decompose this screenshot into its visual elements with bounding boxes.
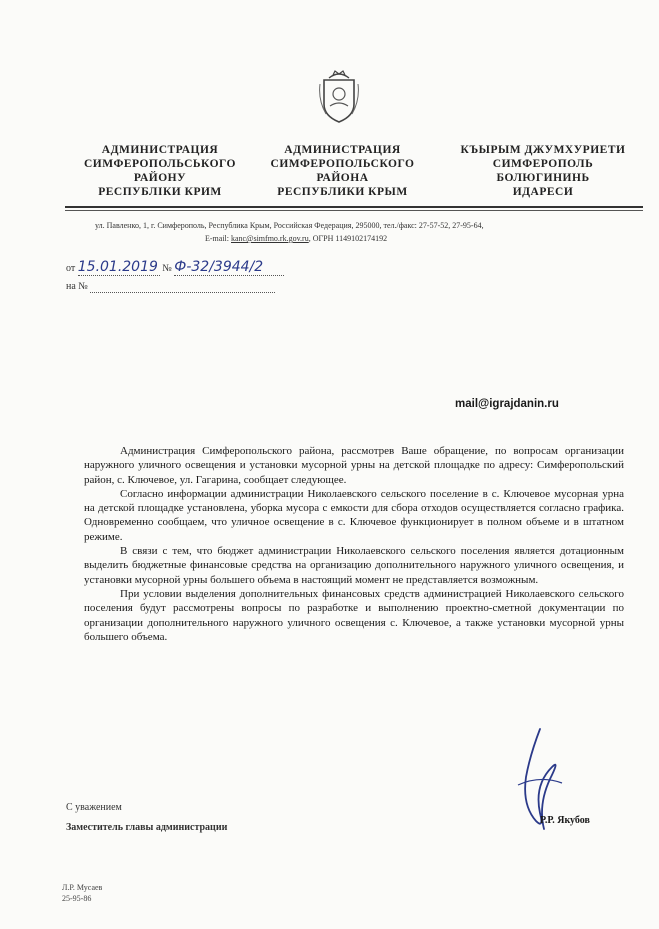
executor-info [62,882,102,904]
email-link[interactable]: kanc@simfmo.rk.gov.ru [231,234,309,243]
header-divider-thin [65,210,643,211]
signatory-name: Р.Р. Якубов [540,815,590,826]
contact-line: E-mail: kanc@simfmo.rk.gov.ru, ОГРН 1149102174192 [205,234,388,243]
paragraph: При условии выделения дополнительных финансовых средств администрацией Николаевского сельского поселения будут рассмотрены вопросы по разработке и выполнению проектно-сметной документации по организации дополнительного наружного уличного освещения с. Ключевое, а также установки мусорной урны большего объема. [84,587,624,643]
header-left-ukrainian: АДМИНИСТРАЦИЯ СИМФЕРОПОЛЬСЬКОГО РАЙОНУ РЕСПУБЛІКИ КРИМ [84,144,236,198]
paragraph: Согласно информации администрации Николаевского сельского поселение в с. Ключевое мусорная урна на детской площадке установлена, уборка мусора с емкости для сбора отходов осуществляется согласно графика. Одновременно сообщаем, что уличное освещение в с. Ключевое функционирует в полном объеме и в штатном режиме. [84,487,624,543]
header-right-crimean-tatar: КЪЫРЫМ ДЖУМХУРИЕТИ СИМФЕРОПОЛЬ БОЛЮГИНИНЬ ИДАРЕСИ [460,144,626,198]
header-divider [65,206,643,208]
registration-number: Ф-32/3944/2 [174,259,284,276]
closing-regards: С уважением [66,802,122,813]
header-center-russian: АДМИНИСТРАЦИЯ СИМФЕРОПОЛЬСКОГО РАЙОНА РЕСПУБЛИКИ КРЫМ [270,144,415,198]
address-line: ул. Павленко, 1, г. Симферополь, Республика Крым, Российская Федерация, 295000, тел./факс: 27-57-52, 27-95-64, [95,221,484,230]
letter-body [84,444,624,644]
recipient-email: mail@igrajdanin.ru [455,398,559,410]
reference-number: на № [66,281,275,293]
closing-block [66,798,227,838]
coat-of-arms-emblem [318,70,360,124]
signatory-title: Заместитель главы администрации [66,822,228,833]
registration-date-number: от 15.01.2019 № Ф-32/3944/2 [66,259,284,276]
paragraph: В связи с тем, что бюджет администрации Николаевского сельского поселения является дотационным выделить бюджетные финансовые средства на организацию дополнительного наружного уличного освещения, и установки мусорной урны большего объема в настоящий момент не представляется возможным. [84,545,624,586]
paragraph: Администрация Симферопольского района, рассмотрев Ваше обращение, по вопросам организации наружного уличного освещения и установки мусорной урны на детской площадке по адресу: Симферопольский район, с. Ключевое, ул. Гагарина, сообщает следующее. [84,445,624,486]
executor-phone: 25-95-86 [62,894,92,903]
registration-date: 15.01.2019 [77,259,158,275]
executor-name: Л.Р. Мусаев [62,883,103,892]
